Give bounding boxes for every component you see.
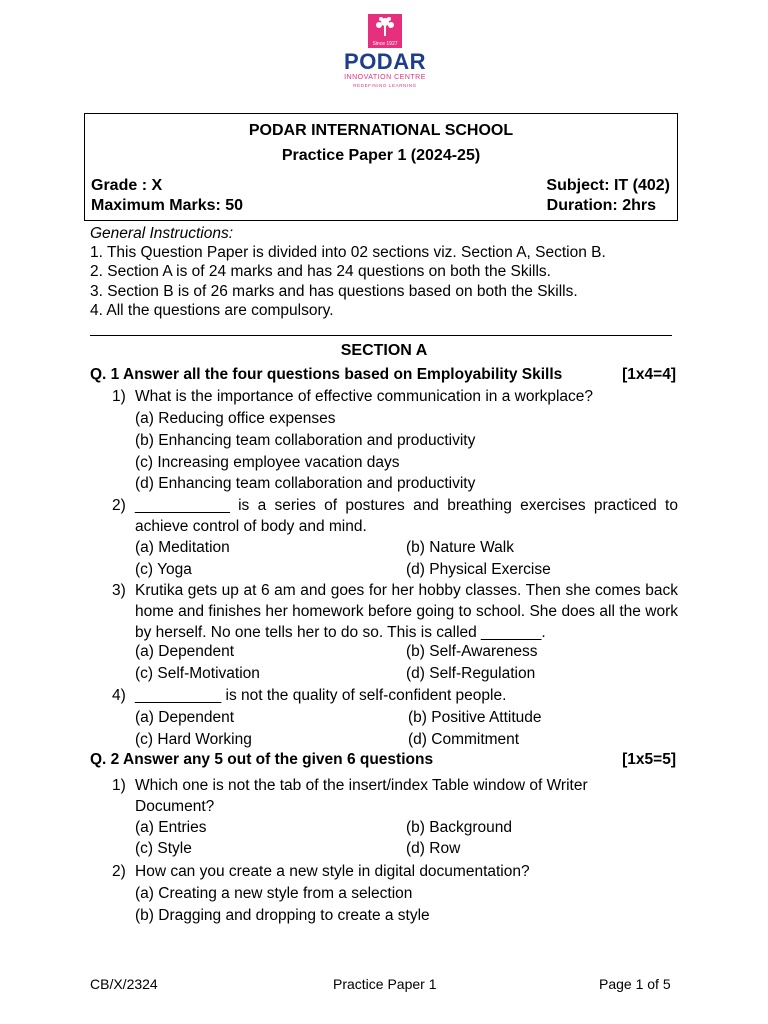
instructions-title: General Instructions:: [90, 225, 234, 242]
question-number: 1): [112, 388, 126, 405]
option: (b) Nature Walk: [406, 539, 514, 556]
question-text: ___________ is a series of postures and breathing exercises practiced to achieve control of body and mind.: [135, 497, 678, 535]
q1-title: Q. 1 Answer all the four questions based on Employability Skills: [90, 366, 563, 383]
option: (a) Reducing office expenses: [135, 410, 336, 427]
question-text: Which one is not the tab of the insert/index Table window of Writer Document?: [135, 777, 588, 815]
podar-logo: [339, 14, 431, 100]
instruction-item: 1. This Question Paper is divided into 02 sections viz. Section A, Section B.: [90, 244, 606, 261]
grade: Grade : X: [91, 177, 163, 194]
option: (c) Self-Motivation: [135, 665, 260, 682]
tree-icon: [372, 16, 398, 38]
option: (c) Style: [135, 840, 192, 857]
question-number: 3): [112, 582, 126, 599]
logo-emblem: [368, 14, 402, 48]
question-number: 2): [112, 863, 126, 880]
logo-since: Since 1927: [372, 41, 398, 47]
duration: Duration: 2hrs: [546, 197, 656, 214]
logo-name: PODAR: [344, 49, 426, 74]
option: (d) Enhancing team collaboration and productivity: [135, 475, 476, 492]
option: (d) Commitment: [408, 731, 520, 748]
option: (d) Physical Exercise: [406, 561, 551, 578]
footer-page: Page 1 of 5: [599, 976, 671, 992]
q2-title: Q. 2 Answer any 5 out of the given 6 questions: [90, 751, 434, 768]
subject: Subject: IT (402): [546, 177, 670, 194]
option: (b) Positive Attitude: [408, 709, 542, 726]
max-marks: Maximum Marks: 50: [91, 197, 244, 214]
question-text: Krutika gets up at 6 am and goes for her hobby classes. Then she comes back home and finishes her homework before going to school. She does all the work by herself. No one tells her to do so. This is called _______.: [135, 582, 678, 641]
q2-heading: [90, 751, 676, 769]
logo-tagline: REDEFINING LEARNING: [353, 83, 417, 88]
school-name: PODAR INTERNATIONAL SCHOOL: [248, 122, 514, 139]
option: (a) Dependent: [135, 709, 235, 726]
header-box: [84, 113, 678, 221]
option: (a) Meditation: [135, 539, 230, 556]
question-number: 4): [112, 687, 126, 704]
divider: [90, 335, 672, 336]
option: (b) Enhancing team collaboration and productivity: [135, 432, 476, 449]
question-number: 2): [112, 497, 126, 514]
section-a-title: SECTION A: [340, 342, 428, 359]
footer-title: Practice Paper 1: [333, 976, 437, 992]
paper-title: Practice Paper 1 (2024-25): [281, 147, 481, 164]
instruction-item: 3. Section B is of 26 marks and has questions based on both the Skills.: [90, 283, 578, 300]
footer-code: CB/X/2324: [90, 976, 158, 992]
option: (a) Creating a new style from a selection: [135, 885, 413, 902]
question-text: What is the importance of effective communication in a workplace?: [135, 388, 594, 405]
q2-marks: [1x5=5]: [622, 751, 676, 768]
question-text: How can you create a new style in digital documentation?: [135, 863, 530, 880]
option: (d) Self-Regulation: [406, 665, 536, 682]
option: (b) Self-Awareness: [406, 643, 538, 660]
q1-marks: [1x4=4]: [622, 366, 676, 383]
question-number: 1): [112, 777, 126, 794]
option: (c) Yoga: [135, 561, 192, 578]
option: (c) Hard Working: [135, 731, 252, 748]
instruction-item: 2. Section A is of 24 marks and has 24 questions on both the Skills.: [90, 263, 551, 280]
option: (a) Dependent: [135, 643, 235, 660]
logo-subtitle: INNOVATION CENTRE: [344, 74, 426, 81]
option: (d) Row: [406, 840, 461, 857]
instruction-item: 4. All the questions are compulsory.: [90, 302, 334, 319]
option: (a) Entries: [135, 819, 207, 836]
question-text: __________ is not the quality of self-confident people.: [135, 687, 507, 704]
option: (b) Dragging and dropping to create a style: [135, 907, 430, 924]
option: (b) Background: [406, 819, 512, 836]
q1-heading: [90, 366, 676, 384]
option: (c) Increasing employee vacation days: [135, 454, 400, 471]
